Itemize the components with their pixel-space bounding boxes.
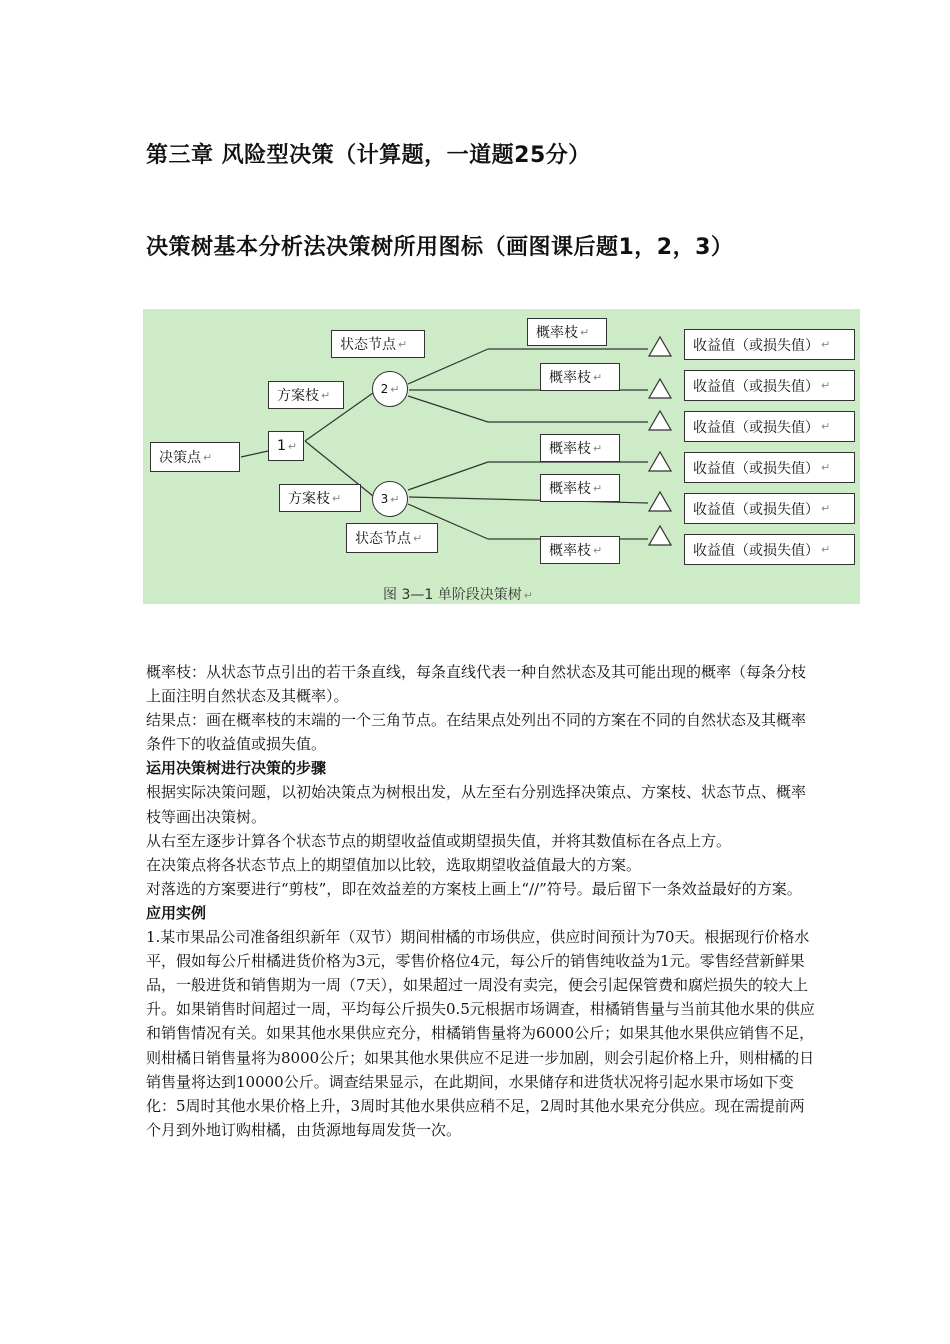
result-triangle-1 bbox=[649, 337, 671, 356]
outcome-box-2: 收益值（或损失值） ↵ bbox=[684, 370, 855, 401]
section-title: 决策树基本分析法决策树所用图标（画图课后题1，2，3） bbox=[146, 235, 734, 260]
heading-example: 应用实例 bbox=[146, 903, 207, 922]
state-node-label-1: 状态节点 ↵ bbox=[331, 330, 425, 358]
paragraph-probability-branch: 概率枝：从状态节点引出的若干条直线，每条直线代表一种自然状态及其可能出现的概率（每条分枝上面注明自然状态及其概率）。 bbox=[146, 663, 807, 706]
result-triangle-2 bbox=[649, 379, 671, 398]
decision-tree-figure bbox=[143, 309, 860, 604]
paragraph-step-1: 根据实际决策问题，以初始决策点为树根出发，从左至右分别选择决策点、方案枝、状态节点、概率枝等画出决策树。 bbox=[146, 783, 807, 826]
paragraph-result-point: 结果点：画在概率枝的末端的一个三角节点。在结果点处列出不同的方案在不同的自然状态及其概率条件下的收益值或损失值。 bbox=[146, 711, 807, 754]
chapter-title: 第三章 风险型决策（计算题，一道题25分） bbox=[146, 143, 591, 168]
state-node-2: 2 ↵ bbox=[372, 371, 408, 407]
result-triangle-5 bbox=[649, 492, 671, 511]
prob-branch-label-4: 概率枝 ↵ bbox=[540, 474, 620, 502]
result-triangle-6 bbox=[649, 526, 671, 545]
outcome-box-5: 收益值（或损失值） ↵ bbox=[684, 493, 855, 524]
state-node-label-2: 状态节点 ↵ bbox=[346, 523, 438, 553]
prob-branch-label-1: 概率枝 ↵ bbox=[527, 318, 607, 346]
outcome-box-4: 收益值（或损失值） ↵ bbox=[684, 452, 855, 483]
result-triangle-3 bbox=[649, 411, 671, 430]
state-node-3: 3 ↵ bbox=[372, 481, 408, 517]
prob-branch-label-2: 概率枝 ↵ bbox=[540, 363, 620, 391]
node-1-box: 1 ↵ bbox=[268, 431, 304, 461]
paragraph-step-4: 对落选的方案要进行“剪枝”，即在效益差的方案枝上画上“//”符号。最后留下一条效益最好的方案。 bbox=[146, 879, 802, 898]
outcome-box-3: 收益值（或损失值） ↵ bbox=[684, 411, 855, 442]
heading-steps: 运用决策树进行决策的步骤 bbox=[146, 759, 327, 778]
paragraph-example-1: 1.某市果品公司准备组织新年（双节）期间柑橘的市场供应，供应时间预计为70天。根据现行价格水平，假如每公斤柑橘进货价格为3元，零售价格位4元，每公斤的销售纯收益为1元。零售经营新鲜果品，一般进货和销售期为一周（7天），如果超过一周没有卖完，便会引起保管费和腐烂损失的较大上升。如果销售时间超过一周，平均每公斤损失0.5元根据市场调查，柑橘销售量与当前其他水果的供应和销售情况有关。如果其他水果供应充分，柑橘销售量将为6000公斤；如果其他水果供应销售不足，则柑橘日销售量将为8000公斤；如果其他水果供应不足进一步加剧，则会引起价格上升，则柑橘的日销售量将达到10000公斤。调查结果显示，在此期间，水果储存和进货状况将引起水果市场如下变化：5周时其他水果价格上升，3周时其他水果供应稍不足，2周时其他水果充分供应。现在需提前两个月到外地订购柑橘，由货源地每周发货一次。 bbox=[146, 928, 815, 1139]
plan-branch-label-1: 方案枝 ↵ bbox=[268, 381, 344, 409]
outcome-box-1: 收益值（或损失值） ↵ bbox=[684, 329, 855, 360]
prob-branch-label-5: 概率枝 ↵ bbox=[540, 536, 620, 564]
result-triangle-4 bbox=[649, 452, 671, 471]
figure-caption: 图 3—1 单阶段决策树 ↵ bbox=[383, 587, 533, 603]
body-text bbox=[146, 660, 816, 1142]
plan-branch-label-2: 方案枝 ↵ bbox=[279, 484, 361, 512]
prob-branch-label-3: 概率枝 ↵ bbox=[540, 434, 620, 462]
decision-point-box: 决策点 ↵ bbox=[150, 442, 240, 472]
outcome-box-6: 收益值（或损失值） ↵ bbox=[684, 534, 855, 565]
paragraph-step-3: 在决策点将各状态节点上的期望值加以比较，选取期望收益值最大的方案。 bbox=[146, 855, 642, 874]
paragraph-step-2: 从右至左逐步计算各个状态节点的期望收益值或期望损失值，并将其数值标在各点上方。 bbox=[146, 831, 732, 850]
